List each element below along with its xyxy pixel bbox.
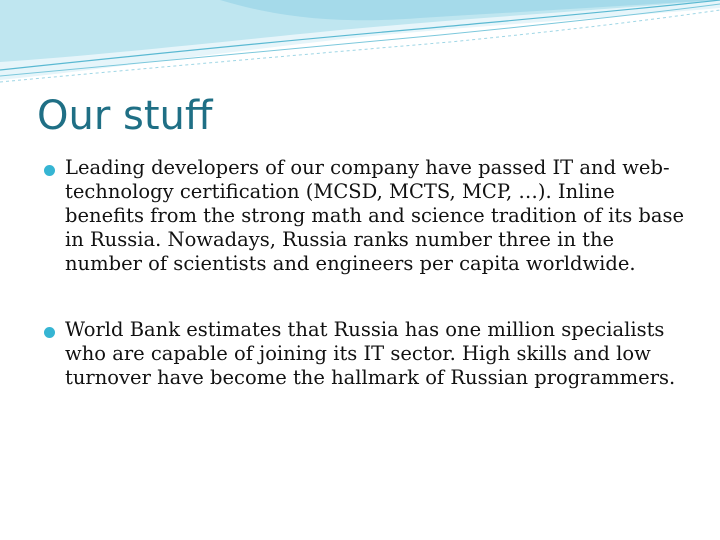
bullet-item [44, 156, 694, 276]
bullet-dot-icon [44, 165, 55, 176]
bullet-text: Leading developers of our company have passed IT and web-technology certification (MCSD, MCTS, MCP, …). Inline benefits from the strong math and science tradition of its base in Russia. Nowadays, Russia ranks number three in the number of scientists and engineers per capita worldwide. [65, 156, 685, 275]
bullet-item [44, 318, 694, 390]
bullet-list [44, 156, 694, 390]
slide-title: Our stuff [37, 93, 213, 139]
bullet-dot-icon [44, 327, 55, 338]
bullet-text: World Bank estimates that Russia has one million specialists who are capable of joining its IT sector. High skills and low turnover have become the hallmark of Russian programmers. [65, 318, 676, 389]
decorative-wave-header [0, 0, 720, 90]
